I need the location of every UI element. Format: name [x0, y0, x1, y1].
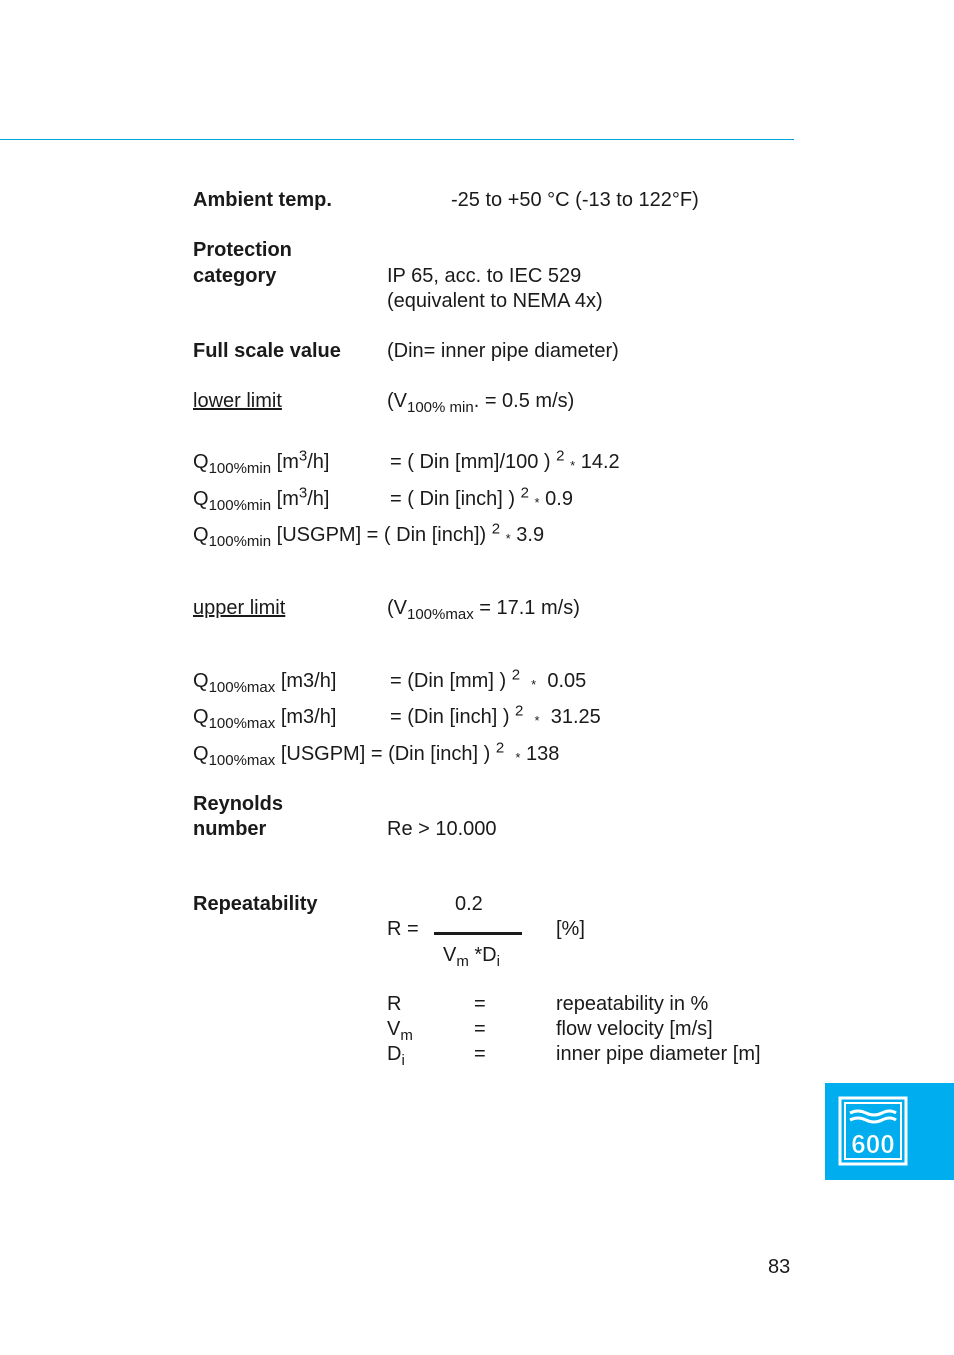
legend-symbol-vm: $V_m$ — [387, 1018, 413, 1044]
lower-limit-velocity: ($V_{100\% min}$. = 0.5 m/s) — [387, 390, 575, 416]
legend-symbol-di: $D_i$ — [387, 1043, 405, 1069]
q-min-formula-inch-rhs: = ( Din [inch] ) $^2$ * 0.9 — [390, 484, 573, 510]
legend-desc-vm: flow velocity [m/s] — [556, 1018, 713, 1040]
upper-limit-velocity: ($V_{100\%max} = 17.1$ m/s) — [387, 597, 580, 623]
protection-label-line1: Protection — [193, 239, 292, 261]
protection-label-line2: category — [193, 265, 277, 287]
legend-symbol-r: R — [387, 993, 402, 1015]
page-number: 83 — [768, 1256, 791, 1278]
full-scale-note: (Din= inner pipe diameter) — [387, 340, 619, 362]
ambient-value: -25 to +50 °C (-13 to 122°F) — [451, 189, 699, 211]
legend-eq-di: = — [474, 1043, 486, 1065]
formula-denominator: $V_m$ $*D_i$ — [443, 944, 500, 970]
legend-eq-vm: = — [474, 1018, 486, 1040]
formula-unit: [%] — [556, 918, 585, 940]
upper-limit-label: upper limit — [193, 597, 286, 619]
ambient-label: Ambient temp. — [193, 189, 332, 211]
protection-value-line2: (equivalent to NEMA 4x) — [387, 290, 603, 312]
fraction-bar — [434, 932, 522, 935]
formula-numerator: 0.2 — [455, 893, 483, 915]
full-scale-label: Full scale value — [193, 340, 341, 362]
repeatability-label: Repeatability — [193, 893, 318, 915]
q-min-formula-mm: $Q_{100\%min}$ $[m^3/h]$ — [193, 447, 330, 477]
q-min-formula-mm-rhs: = ( Din [mm]/100 ) $^2$ * 14.2 — [390, 447, 620, 473]
q-min-formula-usgpm: $Q_{100\%min}$ [USGPM] = ( Din [inch]) $^2$ * 3.9 — [193, 520, 545, 550]
legend-desc-di: inner pipe diameter [m] — [556, 1043, 761, 1065]
reynolds-label-line2: number — [193, 818, 267, 840]
legend-eq-r: = — [474, 993, 486, 1015]
q-max-formula-mm: $Q_{100\%max}$ [m3/h] — [193, 670, 337, 696]
reynolds-value: Re > 10.000 — [387, 818, 497, 840]
protection-value-line1: IP 65, acc. to IEC 529 — [387, 265, 582, 287]
q-max-formula-inch-rhs: = (Din [inch] ) $^2$ * 31.25 — [390, 702, 601, 728]
q-max-formula-usgpm: $Q_{100\%max}$ [USGPM] = (Din [inch] ) $^2$ * 138 — [193, 739, 560, 769]
lower-limit-label: lower limit — [193, 390, 282, 412]
q-max-formula-inch: $Q_{100\%max}$ [m3/h] — [193, 706, 337, 732]
legend-desc-r: repeatability in % — [556, 993, 709, 1015]
reynolds-label-line1: Reynolds — [193, 793, 284, 815]
formula-lhs: R = — [387, 918, 419, 940]
header-rule — [0, 139, 794, 140]
q-max-formula-mm-rhs: = (Din [mm] ) $^2$ * 0.05 — [390, 666, 587, 692]
logo-text: 600 — [851, 1129, 895, 1159]
flowmeter-600-logo-icon — [838, 1096, 908, 1166]
q-min-formula-inch: $Q_{100\%min}$ $[m^3/h]$ — [193, 484, 330, 514]
